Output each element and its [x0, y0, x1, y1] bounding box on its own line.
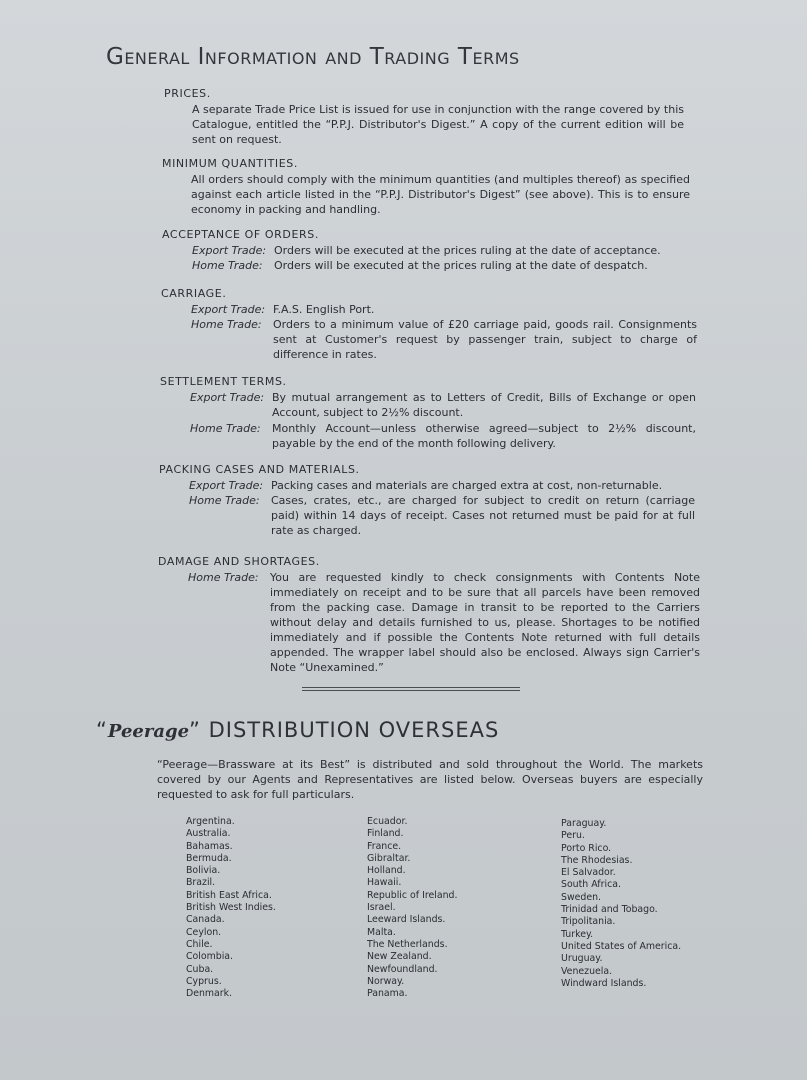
country-list-item: Sweden.	[561, 891, 602, 903]
export-trade-label: Export Trade:	[189, 479, 264, 492]
country-list-item: Israel.	[367, 902, 396, 914]
home-trade-row	[158, 570, 700, 675]
country-list-item: South Africa.	[561, 879, 621, 891]
country-column-3	[561, 818, 681, 990]
country-list-item: British East Africa.	[186, 889, 272, 901]
country-column-1	[186, 816, 276, 1000]
country-list-item: Hawaii.	[367, 877, 402, 889]
section-acceptance	[162, 227, 698, 273]
home-trade-label: Home Trade:	[190, 422, 261, 435]
country-list-item: United States of America.	[561, 940, 682, 952]
country-list-item: Windward Islands.	[561, 977, 647, 989]
section-minimum-quantities	[162, 156, 690, 217]
section-carriage	[161, 286, 697, 362]
section-text: All orders should comply with the minimum quantities (and multiples thereof) as specified against each article listed in the “P.P.J. Distributor's Digest” (see above). This is to ensure economy in packing and handling.	[191, 173, 690, 216]
country-list-item: Panama.	[367, 988, 408, 1000]
country-list-item: Ceylon.	[186, 926, 222, 938]
section-packing	[159, 462, 695, 538]
section-heading: CARRIAGE.	[161, 287, 227, 300]
distribution-intro: “Peerage—Brassware at its Best” is distributed and sold throughout the World. The markets covered by our Agents and Representatives are listed below. Overseas buyers are especially requested to ask for full particulars.	[157, 758, 703, 801]
country-list-item: Colombia.	[186, 951, 234, 963]
country-list-item: Turkey.	[561, 928, 594, 940]
home-trade-label: Home Trade:	[189, 494, 260, 507]
divider-rule-top	[302, 687, 520, 688]
section-heading: PACKING CASES AND MATERIALS.	[159, 463, 360, 476]
country-list-item: The Rhodesias.	[561, 854, 633, 866]
section-damage	[158, 554, 700, 675]
country-list-item: Chile.	[186, 938, 213, 950]
home-trade-row	[160, 421, 696, 451]
export-trade-row	[160, 390, 696, 420]
home-trade-label: Home Trade:	[188, 571, 259, 584]
home-trade-text: You are requested kindly to check consignments with Contents Note immediately on receipt and to be sure that all parcels have been removed from the packing case. Damage in transit to be reported to the Carriers without delay and details furnished to us, please. Shortages to be notified immediately and if possible the Contents Note returned with full details appended. The wrapper label should also be enclosed. Always sign Carrier's Note “Unexamined.”	[270, 571, 700, 674]
country-list-item: Bermuda.	[186, 852, 232, 864]
country-list-item: France.	[367, 840, 402, 852]
export-trade-label: Export Trade:	[191, 303, 266, 316]
section-heading: SETTLEMENT TERMS.	[160, 375, 287, 388]
distribution-heading	[96, 718, 499, 742]
export-trade-text: Orders will be executed at the prices ruling at the date of acceptance.	[274, 244, 661, 257]
home-trade-text: Orders to a minimum value of £20 carriage paid, goods rail. Consignments sent at Customer's request by passenger train, subject to charge of difference in rates.	[273, 318, 697, 361]
export-trade-label: Export Trade:	[190, 391, 265, 404]
section-heading: DAMAGE AND SHORTAGES.	[158, 555, 320, 568]
country-list-item: Malta.	[367, 926, 396, 938]
section-text: A separate Trade Price List is issued for use in conjunction with the range covered by this Catalogue, entitled the “P.P.J. Distributor's Digest.” A copy of the current edition will be sent on request.	[192, 103, 684, 146]
country-list-item: Paraguay.	[561, 818, 607, 829]
export-trade-text: F.A.S. English Port.	[273, 303, 375, 316]
section-prices	[164, 86, 684, 147]
country-list-item: Cyprus.	[186, 975, 222, 987]
country-list-item: Brazil.	[186, 877, 216, 889]
home-trade-row	[159, 493, 695, 538]
export-trade-text: Packing cases and materials are charged extra at cost, non-returnable.	[271, 479, 663, 492]
country-list-item: Porto Rico.	[561, 842, 612, 854]
home-trade-text: Cases, crates, etc., are charged for subject to credit on return (carriage paid) within 14 days of receipt. Cases not returned must be paid for at full rate as charged.	[271, 494, 695, 537]
home-trade-label: Home Trade:	[192, 259, 263, 272]
country-list-item: Holland.	[367, 865, 406, 877]
country-list-item: Trinidad and Tobago.	[561, 904, 658, 916]
home-trade-text: Orders will be executed at the prices ruling at the date of despatch.	[274, 259, 648, 272]
country-list-item: Cuba.	[186, 963, 214, 975]
country-list-item: Bahamas.	[186, 840, 233, 852]
export-trade-label: Export Trade:	[192, 244, 267, 257]
home-trade-row	[161, 317, 697, 362]
export-trade-row	[159, 478, 695, 493]
country-list-item: The Netherlands.	[367, 938, 448, 950]
country-list-item: Norway.	[367, 975, 405, 987]
peerage-logo-text: Peerage	[107, 721, 190, 742]
country-list-item: Denmark.	[186, 988, 233, 1000]
open-quote: “	[96, 718, 108, 742]
country-list-item: Newfoundland.	[367, 963, 438, 975]
home-trade-row	[162, 258, 698, 273]
country-list-item: Venezuela.	[561, 965, 613, 977]
country-list-item: Bolivia.	[186, 865, 221, 877]
export-trade-text: By mutual arrangement as to Letters of Credit, Bills of Exchange or open Account, subject to 2½% discount.	[272, 391, 696, 419]
section-heading: MINIMUM QUANTITIES.	[162, 157, 298, 170]
country-list-item: Peru.	[561, 830, 585, 842]
country-list-item: Argentina.	[186, 816, 235, 827]
home-trade-label: Home Trade:	[191, 318, 262, 331]
close-quote: ”	[189, 718, 201, 742]
country-column-2	[367, 816, 457, 1000]
country-list-item: El Salvador.	[561, 867, 616, 879]
country-list-item: Gibraltar.	[367, 852, 411, 864]
section-heading: ACCEPTANCE OF ORDERS.	[162, 228, 319, 241]
page-title: General Information and Trading Terms	[106, 44, 520, 70]
export-trade-row	[162, 243, 698, 258]
distribution-heading-text: DISTRIBUTION OVERSEAS	[208, 718, 500, 742]
home-trade-text: Monthly Account—unless otherwise agreed—subject to 2½% discount, payable by the end of the month following delivery.	[272, 422, 696, 450]
section-heading: PRICES.	[164, 87, 211, 100]
country-list-item: Ecuador.	[367, 816, 408, 827]
country-list-item: British West Indies.	[186, 902, 276, 914]
section-settlement	[160, 374, 696, 451]
export-trade-row	[161, 302, 697, 317]
country-list-item: Australia.	[186, 828, 231, 840]
country-list-item: New Zealand.	[367, 951, 432, 963]
divider-rule-bottom	[302, 690, 520, 691]
country-list-item: Canada.	[186, 914, 225, 926]
country-list-item: Leeward Islands.	[367, 914, 446, 926]
country-list-item: Republic of Ireland.	[367, 889, 458, 901]
country-list-item: Tripolitania.	[561, 916, 616, 928]
country-list-item: Uruguay.	[561, 953, 603, 965]
country-list-item: Finland.	[367, 828, 404, 840]
